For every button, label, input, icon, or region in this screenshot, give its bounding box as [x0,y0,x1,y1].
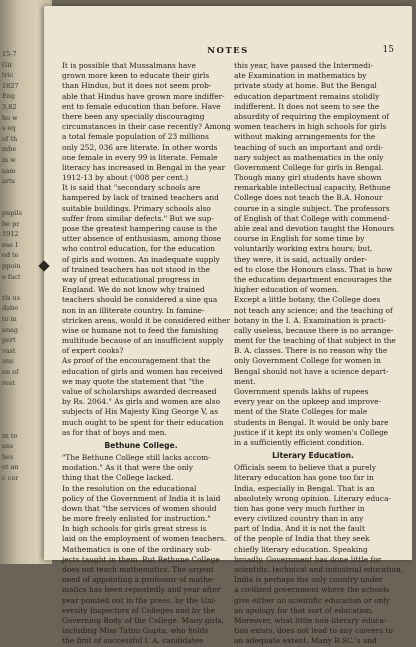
text-line: course in English for some time by [234,234,365,244]
text-line: teachers should be considered a sine qua [62,295,218,305]
spine-text-line: ed to [2,251,19,260]
text-line: wise or humane not to feed the famishing [62,325,219,335]
text-line: policy of the Government of India it is laid [62,493,221,503]
text-line: give either no scientific education or only [234,595,390,605]
spine-text-line: e fact [2,272,21,281]
spine-text-line: 1827 [2,81,19,90]
text-line: ment for the teaching of that subject in the [234,336,396,346]
spine-text-line: rls us [2,293,21,302]
spine-text-line: ans [2,442,14,451]
text-line: Mathematics is one of the ordinary sub- [62,544,212,554]
text-line: the first of successful I. A. candidates [62,636,203,646]
spine-text-line: to m [2,315,17,323]
spine-text-line: ho w [2,113,18,122]
text-line: ment. [234,376,256,386]
text-line: students in Bengal. It would be only bare [234,417,389,427]
text-line: Governing Body of the College. Many girls, [62,615,224,625]
text-line: College does not teach the B.A. Honour [234,193,383,203]
text-line: a total female population of 23 millions [62,132,209,142]
text-line: only 252, 036 are literate. In other words [62,142,218,152]
text-line: grown more keen to educate their girls [62,71,210,81]
page-number: 15 [382,45,394,55]
text-line: ent to female education than before. Have [62,101,221,111]
text-line: literary education has gone too far in [234,473,374,483]
spine-text-line: nt to [2,431,18,440]
text-line: than Hindus, but it does not seem prob- [62,81,212,91]
page-title: NOTES [207,46,249,56]
text-line: absolutely wrong opinion. Literary educa- [234,493,391,503]
text-line: versity Inspectors of Colleges and by the [62,605,216,615]
text-line: tion exists, does not lead to any careers to [234,626,393,636]
text-line: jects taught in them. But Bethune College [62,554,220,564]
text-line: of English of that College with commend- [234,213,390,223]
text-line: an apology for that sort of education. [234,605,374,615]
text-line: by Rs. 2064." As girls and women are also [62,397,221,407]
text-line: 1912-13 by about (‘008 per cent.) [62,173,189,183]
text-line: tion has gone very much further in [234,503,365,513]
text-line: justice if it kept its only women's College [234,427,389,437]
text-line: ate Examination in mathematics by [234,71,367,81]
text-line: there been any specially discouraging [62,111,205,121]
spine-text-line [2,283,48,292]
text-line: Bengal should not have a science depart- [234,366,389,376]
text-line: literacy has increased in Bengal in the year [62,162,226,172]
spine-text-line: 1912 [2,230,19,239]
text-line: utter absence of enthusiasm, among those [62,234,222,244]
text-line: who control education, for the education [62,244,216,254]
spine-text-line [2,400,48,409]
text-line: be more freely enlisted for instruction." [62,514,211,524]
text-line: of girls and women. An inadequate supply [62,254,220,264]
text-line: pose the greatest hampering cause is the [62,224,218,233]
spine-text-line: 3,82 [2,103,17,111]
text-line: women teachers in high schools for girls [234,122,387,132]
section-heading: Bethune College. [104,440,178,450]
text-line: value of scholarships awarded decreased [62,387,217,396]
text-line: every year on the upkeep and improve- [234,397,382,407]
text-line: they were, it is said, actually order- [234,254,368,264]
spine-text-line [2,188,48,197]
spine-text-line: vast [2,346,16,355]
text-line: B. A. classes. There is no reason why the [234,346,388,356]
spine-text-line: s eq [2,124,16,133]
text-line: indifferent. It does not seem to see the [234,101,380,111]
text-line: It is possible that Mussalmans have [62,61,196,70]
text-line: every civilized country than in any [234,514,364,524]
text-line: modation." As it that were the only [62,463,194,473]
spine-text-line: be pr [2,219,20,228]
text-line: private study at home. But the Bengal [234,81,377,91]
spine-text-line: ans [2,357,14,366]
spine-text-line: tric [2,71,14,80]
text-line: circumstances in their case recently? Among [62,122,231,132]
text-line: Government spends lakhs of rupees [234,387,369,396]
text-line: As proof of the encouragement that the [62,356,211,366]
right-column [234,61,404,646]
spine-text-line: mbe [2,145,17,154]
text-line: does not teach mathematics. The urgent [62,565,214,574]
spine-text-line: m w [2,156,16,164]
text-line: much ought to be spent for their education [62,417,224,427]
text-line: of expert cooks? [62,346,124,356]
text-line: one female in every 99 is literate. Female [62,152,218,162]
text-line: able zeal and devotion taught the Honours [234,224,395,233]
spine-text-line: arts [2,177,15,186]
text-line: only Government College for women in [234,356,381,366]
text-line: In high schools for girls great stress is [62,524,207,534]
spine-text-line [2,410,48,419]
text-line: Officials seem to believe that a purely [234,463,377,473]
spine-text-line: anag [2,325,19,334]
text-line: broadly, Government has done little for [234,554,382,564]
spine-text-line: rest [2,378,15,387]
text-line: voluntarily working extra hours; but, [234,244,373,254]
text-line: stricken areas, would it be considered either [62,315,231,325]
text-line: including Miss Tatini Gupta, who holds [62,626,209,636]
text-line: year pointed out in the press, by the Uni- [62,595,217,605]
text-line: India is perhaps the only country under [234,575,383,585]
text-line: need of appointing a professor of mathe- [62,575,215,585]
spine-text-line: ese I [2,240,18,249]
section-heading: Literary Education. [272,451,354,461]
spine-text-line [2,421,48,430]
text-line: without making arrangements for the [234,132,376,142]
text-line: as for that of boys and men. [62,427,167,437]
text-line: higher education of women. [234,285,339,295]
text-line: Government College for girls in Bengal. [234,162,384,172]
spine-text-line: Gir [2,60,13,69]
text-line: scientific, technical and industrial education. [234,565,404,574]
text-line: in a sufficiently efficient condition. [234,437,365,447]
text-line: of trained teachers has not stood in the [62,264,210,274]
text-line: botany in the I. A. Examination is practi- [234,315,386,325]
text-line: ed to close the Honours class. That is how [234,264,393,274]
text-line: of the people of India that they seek [234,534,370,544]
text-line: Except a little botany, the College does [234,295,381,305]
text-line: down that "the services of women should [62,503,217,513]
text-line: teaching of such an important and ordi- [234,142,384,152]
text-line: remarkable intellectual capacity, Bethune [234,183,391,193]
spine-text-line: pupils [2,209,23,217]
spine-text-line [2,389,48,398]
text-line: "The Bethune College still lacks accom- [62,452,211,462]
spine-text-line: c cer [2,474,19,482]
spine-text-line: of th [2,134,18,143]
spine-text-line: on of [2,368,19,376]
spine-text-line [2,198,48,207]
text-line: Moreover, what little non-literary educa- [234,615,387,625]
text-line: the education department encourages the [234,274,392,284]
text-line: multitude because of an insufficient supply [62,336,224,346]
text-line: cally useless, because there is no arrange- [234,325,394,335]
spine-text-line: 15-7 [2,50,17,58]
text-line: It is said that "secondary schools are [62,183,201,193]
text-line: ment of the State Colleges for male [234,407,368,417]
text-line: chiefly literary education. Speaking [234,544,368,554]
text-line: nary subject as mathematics in the only [234,152,384,162]
text-line: absurdity of requiring the employment of [234,111,390,121]
text-line: course in a single subject. The professors [234,203,390,213]
text-line: non in an illiterate country. In famine- [62,305,205,315]
text-line: education of girls and women has received [62,366,223,376]
spine-text-line: sam [2,166,16,175]
text-line: education department remains stolidly [234,91,380,101]
spine-text-line: ppoin [2,262,21,270]
text-line: hampered by lack of trained teachers and [62,193,219,203]
text-line: we may quote the statement that "the [62,376,205,386]
text-line: way of great educational progress in [62,274,200,284]
spine-text-line: dabo [2,304,19,313]
text-line: an adequate extent. Many B.SC.'s and [234,636,377,646]
text-line: a civilized government where the schools [234,585,390,595]
text-line: able that Hindus have grown more indiffer- [62,91,225,101]
text-line: subjects of His Majesty King George V, as [62,407,218,417]
left-column [62,61,231,646]
spine-text-line: et an [2,463,19,472]
text-line: suffer from similar defects." But we sup- [62,213,214,223]
text-line: matics has been repeatedly and year after [62,585,221,595]
text-line: thing that the College lacked. [62,473,174,483]
document-page [44,6,412,646]
text-line: Though many girl students have shown [234,173,382,183]
text-line: this year, have passed the Intermedi- [234,61,373,70]
spine-text-line: hes [2,452,14,461]
text-line: India, especially in Bengal. That is an [234,483,375,493]
text-line: not teach any science; and the teaching of [234,305,393,315]
spine-text-line: pert [2,336,16,345]
text-line: part of India. And it is not the fault [234,524,365,534]
text-line: suitable buildings. Primary schools also [62,203,211,213]
text-line: laid on the employment of women teachers. [62,534,227,544]
text-line: England. We do not know why trained [62,285,205,295]
text-line: In the resolution on the educational [62,483,197,493]
spine-text-line: Eng [2,92,16,101]
